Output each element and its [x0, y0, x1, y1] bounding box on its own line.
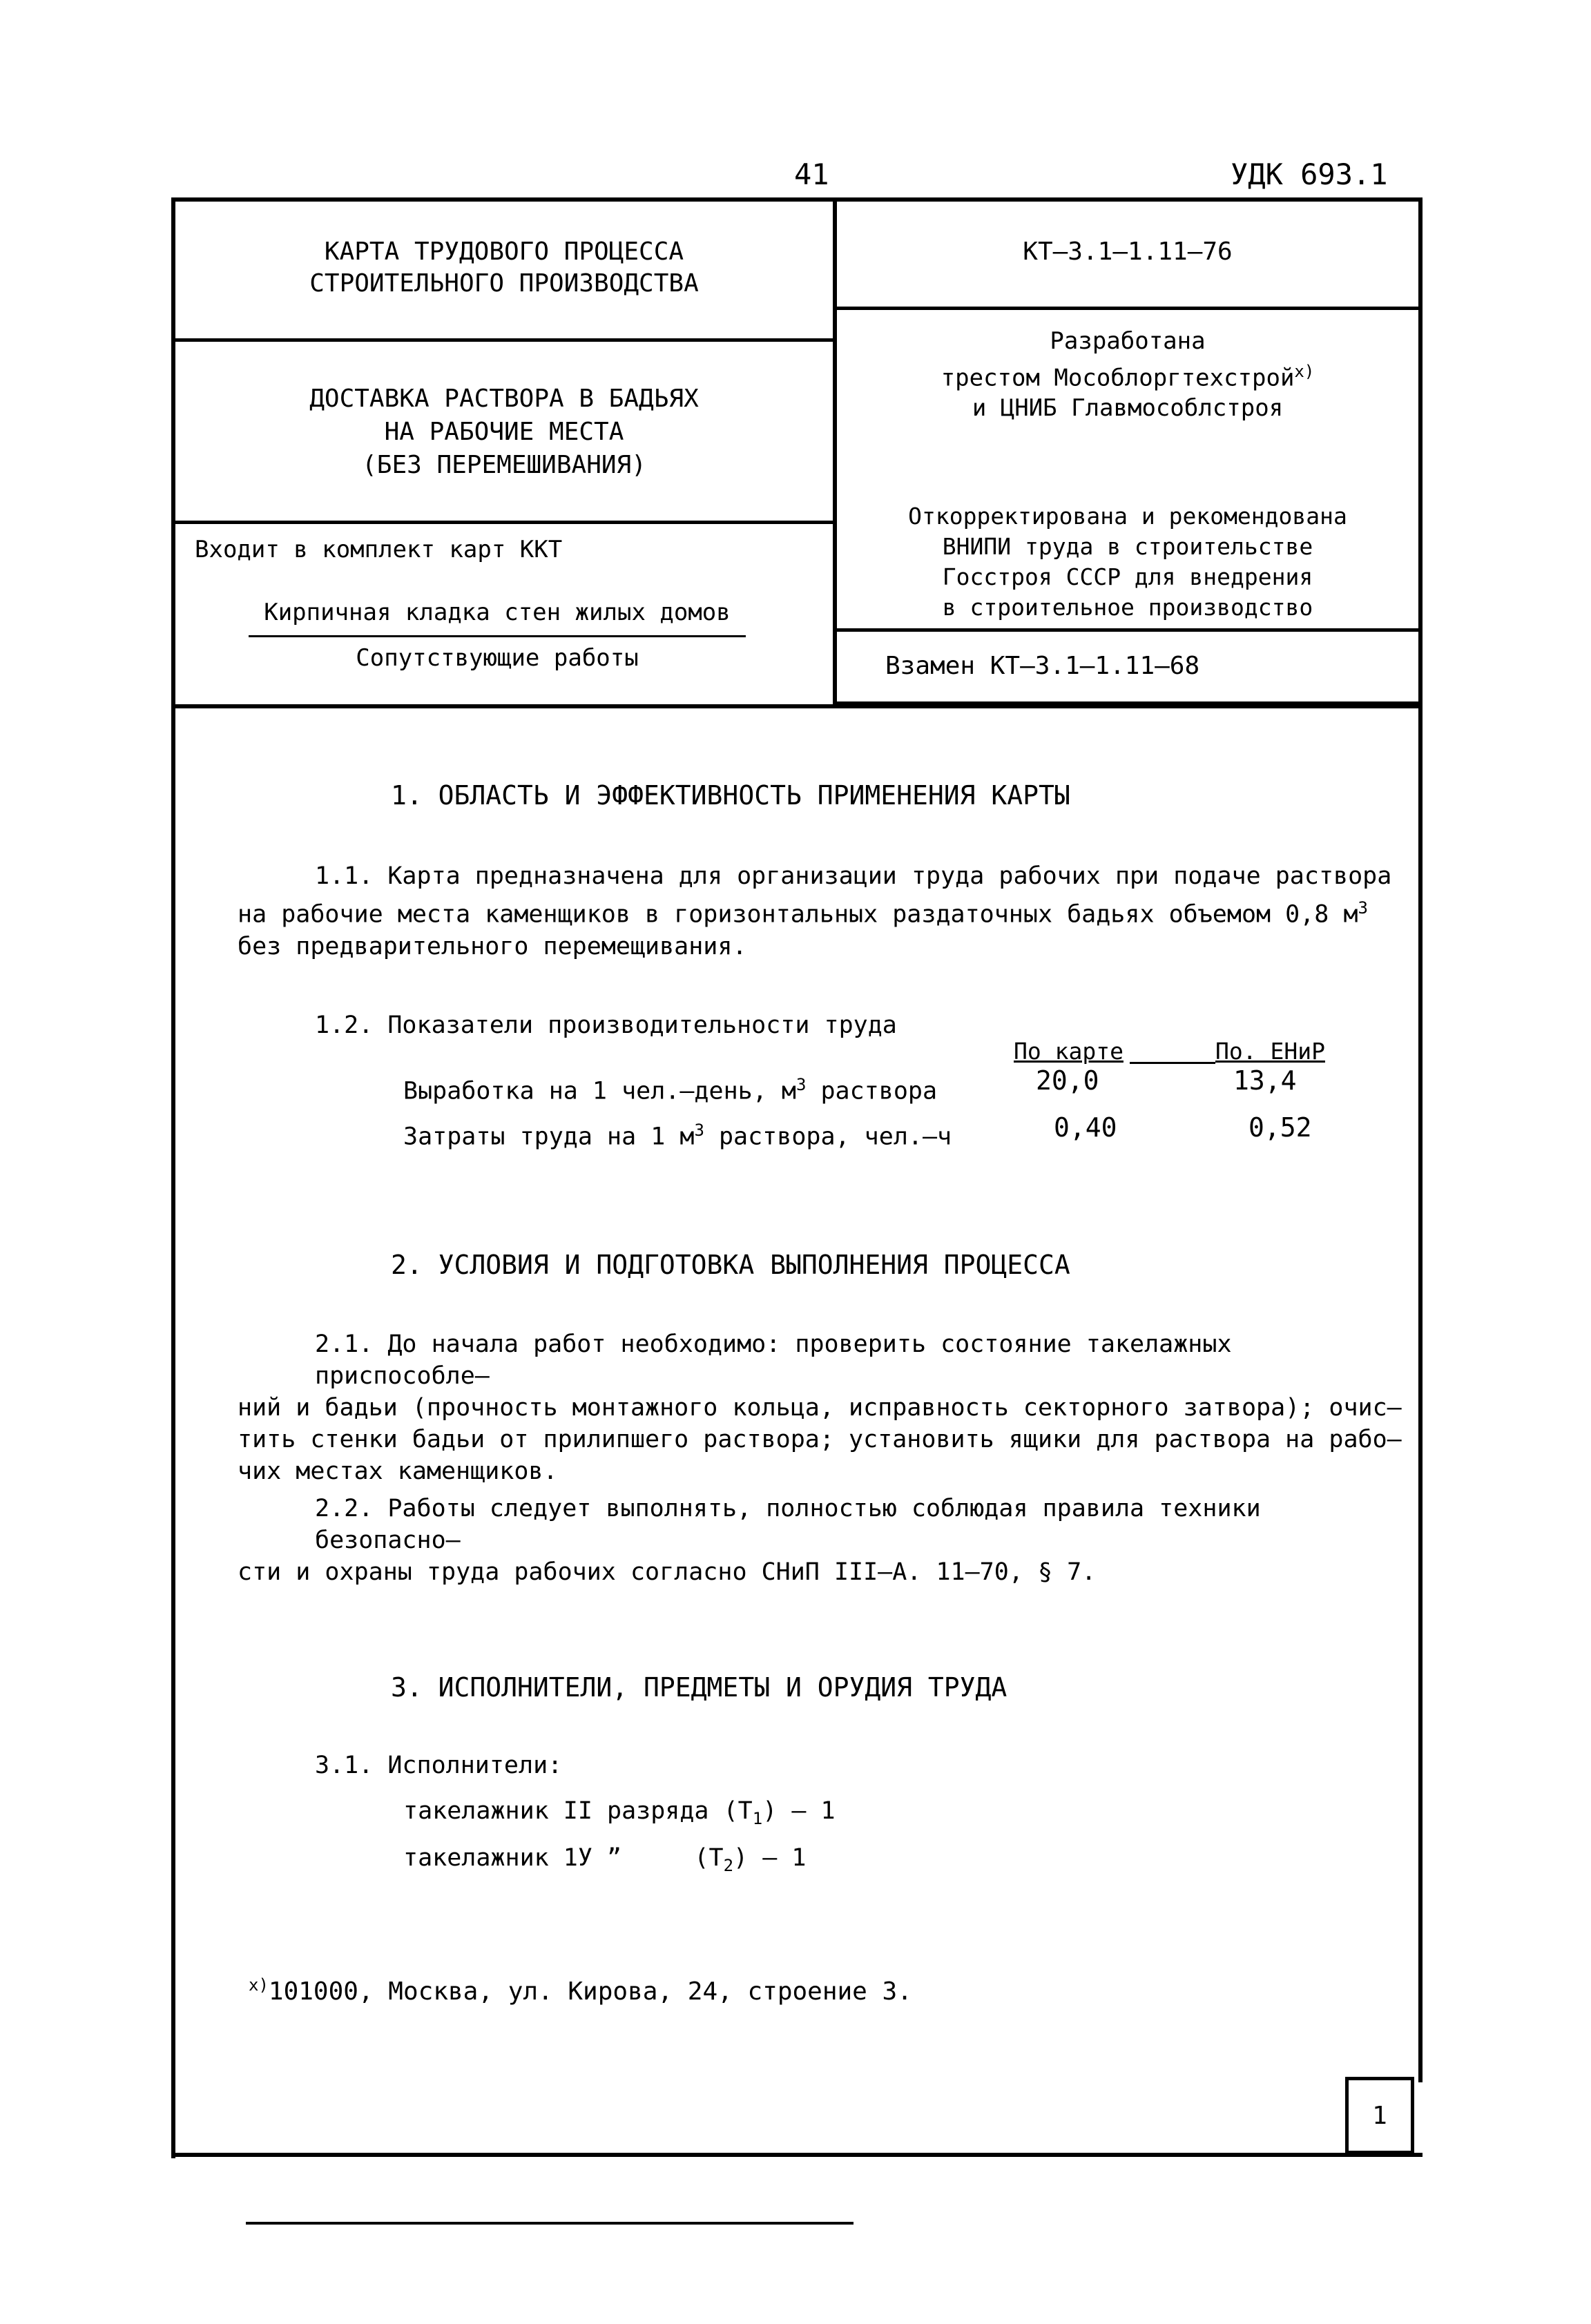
footnote: $^{x)}$101000, Москва, ул. Кирова, 24, строение 3.: [249, 1975, 912, 2006]
page-number: 41: [794, 157, 829, 191]
set-label: Входит в комплект карт ККТ: [195, 536, 563, 563]
process-name: ДОСТАВКА РАСТВОРА В БАДЬЯХ НА РАБОЧИЕ МЕСТА (БЕЗ ПЕРЕМЕШИВАНИЯ): [309, 385, 699, 479]
card-title: КАРТА ТРУДОВОГО ПРОЦЕССА СТРОИТЕЛЬНОГО ПРОИЗВОДСТВА: [309, 238, 699, 298]
frame-divider: [171, 521, 833, 524]
developed-by: Разработана трестом Мособлоргтехстрой$^{x)}$ и ЦНИБ Главмособлстроя: [941, 327, 1315, 423]
indicator-output-card: 20,0: [1036, 1065, 1099, 1096]
paragraph-2-1: 2.1. До начала работ необходимо: проверить состояние такелажных приспособле– ний и бадьи (прочность монтажного кольца, исправность секторного затвора); очис– тить стенки бадьи от прилипшего раствора; установить ящики для раствора на рабо– чих местах каменщиков.: [238, 1330, 1402, 1485]
sheet-number: 1: [1345, 2077, 1414, 2154]
frame-divider: [171, 338, 833, 342]
frame-divider: [833, 628, 1423, 632]
page-border-left: [171, 708, 175, 2158]
section-3-heading: 3. ИСПОЛНИТЕЛИ, ПРЕДМЕТЫ И ОРУДИЯ ТРУДА: [391, 1672, 1007, 1703]
indicator-output-enir: 13,4: [1233, 1065, 1297, 1096]
frame-divider: [833, 307, 1423, 310]
corrected-by: Откорректирована и рекомендована ВНИПИ труда в строительстве Госстроя СССР для внедрения в строительное производство: [908, 503, 1347, 621]
section-2-heading: 2. УСЛОВИЯ И ПОДГОТОВКА ВЫПОЛНЕНИЯ ПРОЦЕССА: [391, 1250, 1070, 1280]
set-name-rule: [249, 635, 746, 637]
page-border-right: [1418, 708, 1423, 2082]
paragraph-1-1: 1.1. Карта предназначена для организации труда рабочих при подаче раствора на рабочие места каменщиков в горизонтальных раздаточных бадьях объемом 0,8 $м^3$ без предварительного перемещивания.: [238, 862, 1392, 960]
indicator-labor-label: Затраты труда на 1 $м^3$ раствора, чел.–ч: [403, 1121, 952, 1151]
paragraph-3-1: 3.1. Исполнители:: [315, 1752, 563, 1779]
worker-1: такелажник II разряда $(Т_1) - 1$: [403, 1797, 836, 1828]
frame-divider: [833, 701, 1423, 705]
frame-divider-vertical: [833, 197, 837, 708]
udk-code: УДК 693.1: [1231, 157, 1388, 191]
indicator-output-label: Выработка на 1 чел.–день, $м^3$ раствора: [403, 1075, 938, 1105]
replaces-code: Взамен КТ–3.1–1.11–68: [885, 652, 1200, 680]
indicator-labor-enir: 0,52: [1248, 1112, 1312, 1143]
column-header-card: По карте: [1014, 1038, 1124, 1065]
indicator-labor-card: 0,40: [1054, 1112, 1117, 1143]
footnote-rule: [246, 2222, 854, 2225]
set-subtitle: Сопутствующие работы: [356, 644, 639, 672]
paragraph-1-2-heading: 1.2. Показатели производительности труда: [315, 1011, 897, 1039]
card-code: КТ–3.1–1.11–76: [1023, 238, 1233, 266]
page-border-bottom: [171, 2153, 1423, 2157]
worker-2: такелажник 1У ” $(Т_2) - 1$: [403, 1844, 807, 1875]
set-name: Кирпичная кладка стен жилых домов: [264, 599, 731, 626]
column-rule: [1130, 1062, 1215, 1064]
paragraph-2-2: 2.2. Работы следует выполнять, полностью соблюдая правила техники безопасно– сти и охраны труда рабочих согласно СНиП III–А. 11–70, § 7.: [238, 1495, 1261, 1586]
section-1-heading: 1. ОБЛАСТЬ И ЭФФЕКТИВНОСТЬ ПРИМЕНЕНИЯ КАРТЫ: [391, 780, 1070, 811]
column-header-enir: По. ЕНиР: [1215, 1038, 1325, 1065]
